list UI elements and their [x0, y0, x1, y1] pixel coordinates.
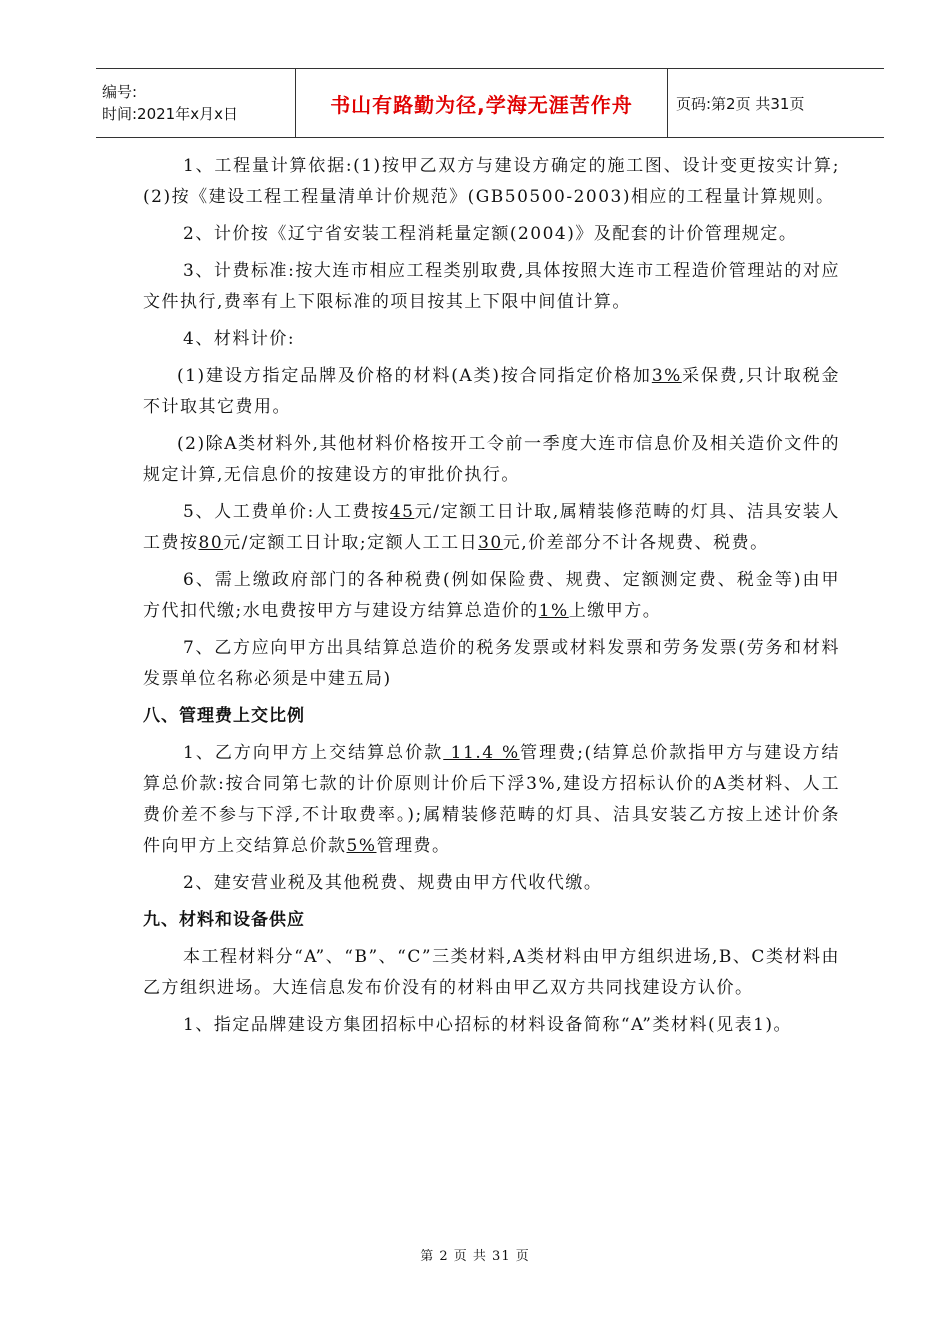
underlined-rate: 1% [538, 601, 569, 621]
paragraph-quantity-basis: 1、工程量计算依据:(1)按甲乙双方与建设方确定的施工图、设计变更按实计算;(2)按《建设工程工程量清单计价规范》(GB50500-2003)相应的工程量计算规则。 [143, 156, 840, 207]
paragraph-class-a-material: (1)建设方指定品牌及价格的材料(A类)按合同指定价格加3%采保费,只计取税金不计取其它费用。 [143, 366, 841, 417]
section-heading-material-supply: 九、材料和设备供应 [143, 910, 305, 930]
page-header [96, 68, 884, 138]
paragraph-invoices: 7、乙方应向甲方出具结算总造价的税务发票或材料发票和劳务发票(劳务和材料发票单位名称必须是中建五局) [143, 638, 840, 689]
underlined-value: 30 [478, 533, 503, 553]
underlined-rate: 11.4 % [443, 743, 520, 763]
page-footer: 第 2 页 共 31 页 [420, 1249, 530, 1264]
paragraph-labor-price: 5、人工费单价:人工费按45元/定额工日计取,属精装修范畴的灯具、洁具安装人工费按80元/定额工日计取;定额人工工日30元,价差部分不计各规费、税费。 [143, 502, 841, 553]
document-number-label: 编号: [102, 83, 138, 101]
paragraph-business-tax: 2、建安营业税及其他税费、规费由甲方代收代缴。 [183, 873, 603, 893]
underlined-value: 80 [198, 533, 224, 553]
paragraph-management-fee: 1、乙方向甲方上交结算总价款 11.4 %管理费;(结算总价款指甲方与建设方结算总价款:按合同第七款的计价原则计价后下浮3%,建设方招标认价的A类材料、人工费价差不参与下浮,不计取费率。);属精装修范畴的灯具、洁具安装乙方按上述计价条件向甲方上交结算总价款5%管理费。 [143, 743, 840, 856]
paragraph-pricing-basis: 2、计价按《辽宁省安装工程消耗量定额(2004)》及配套的计价管理规定。 [183, 224, 798, 244]
header-meta [96, 69, 296, 137]
document-body [143, 151, 840, 1047]
paragraph-taxes: 6、需上缴政府部门的各种税费(例如保险费、规费、定额测定费、税金等)由甲方代扣代缴;水电费按甲方与建设方结算总造价的1%上缴甲方。 [143, 570, 840, 621]
underlined-rate: 5% [346, 836, 377, 856]
paragraph-fee-standard: 3、计费标准:按大连市相应工程类别取费,具体按照大连市工程造价管理站的对应文件执行,费率有上下限标准的项目按其上下限中间值计算。 [143, 261, 840, 312]
paragraph-other-materials: (2)除A类材料外,其他材料价格按开工令前一季度大连市信息价及相关造价文件的规定计算,无信息价的按建设方的审批价执行。 [143, 434, 840, 485]
section-heading-management-fee: 八、管理费上交比例 [143, 706, 305, 726]
underlined-value: 45 [389, 502, 415, 522]
underlined-rate: 3% [651, 366, 682, 386]
header-motto: 书山有路勤为径,学海无涯苦作舟 [296, 69, 668, 137]
document-time-label: 时间:2021年x月x日 [102, 105, 238, 123]
paragraph-class-a-definition: 1、指定品牌建设方集团招标中心招标的材料设备简称“A”类材料(见表1)。 [183, 1015, 793, 1035]
paragraph-material-pricing: 4、材料计价: [183, 329, 296, 349]
header-page-label: 页码:第2页 共31页 [676, 94, 805, 113]
paragraph-material-classes: 本工程材料分“A”、“B”、“C”三类材料,A类材料由甲方组织进场,B、C类材料由乙方组织进场。大连信息发布价没有的材料由甲乙双方共同找建设方认价。 [143, 947, 840, 998]
